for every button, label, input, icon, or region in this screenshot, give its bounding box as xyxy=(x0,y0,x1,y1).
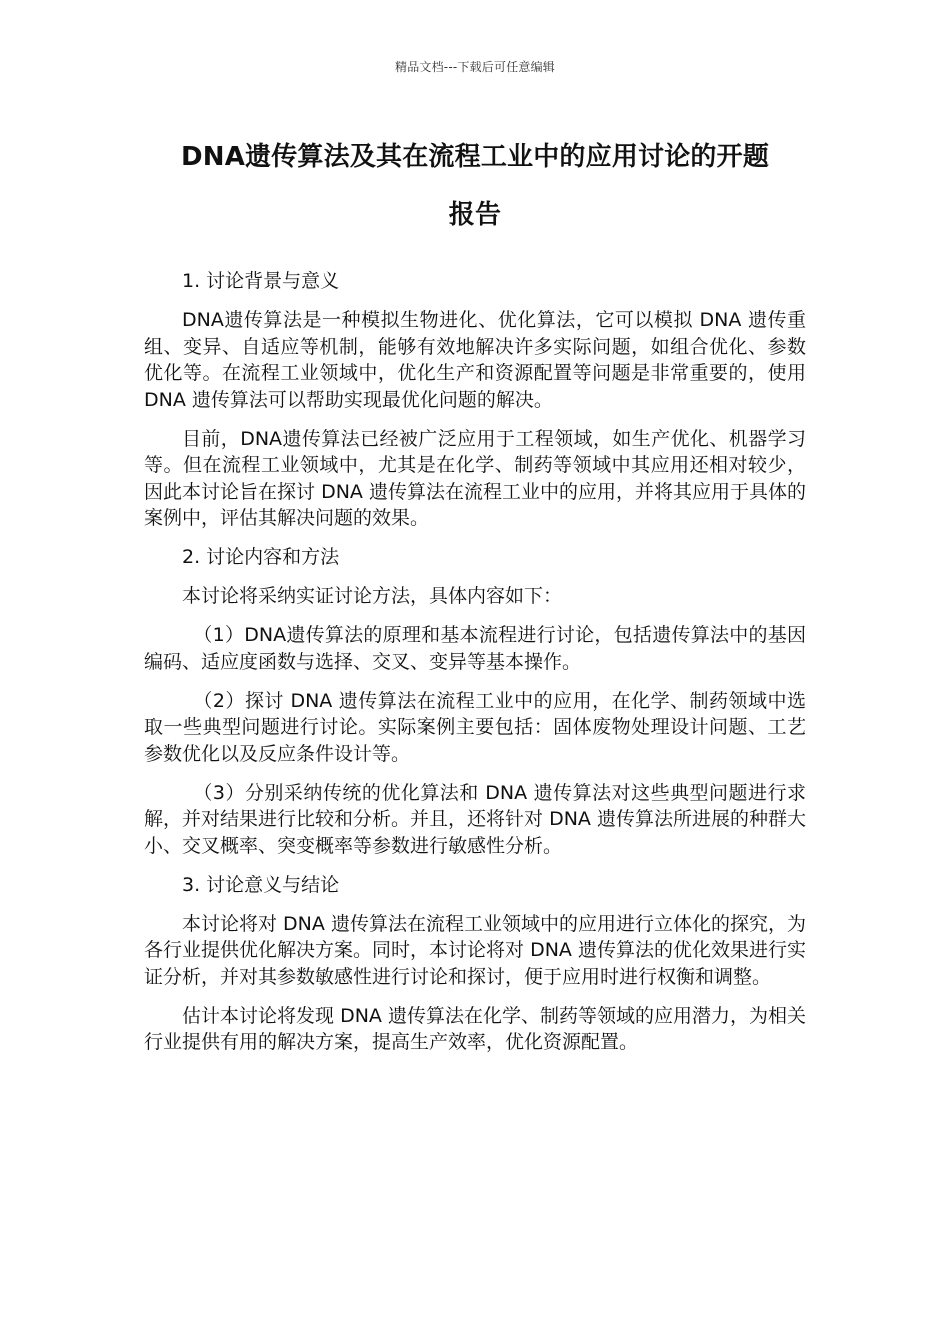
title-line-1: DNA遗传算法及其在流程工业中的应用讨论的开题 xyxy=(180,142,770,172)
title-line-2: 报告 xyxy=(448,200,502,230)
section-3-heading: 3. 讨论意义与结论 xyxy=(182,873,340,896)
section-2-item-3: （3）分别采纳传统的优化算法和 DNA 遗传算法对这些典型问题进行求解，并对结果进行比较和分析。并且，还将针对 DNA 遗传算法所进展的种群大小、交叉概率、突变概率等参数进行敏感性分析。 xyxy=(144,781,807,857)
section-2-heading: 2. 讨论内容和方法 xyxy=(182,546,340,568)
section-3-paragraph-2: 估计本讨论将发现 DNA 遗传算法在化学、制药等领域的应用潜力，为相关行业提供有用的解决方案，提高生产效率，优化资源配置。 xyxy=(144,1004,806,1053)
section-2-item-1: （1）DNA遗传算法的原理和基本流程进行讨论，包括遗传算法中的基因编码、适应度函数与选择、交叉、变异等基本操作。 xyxy=(144,624,806,673)
section-2-intro: 本讨论将采纳实证讨论方法，具体内容如下： xyxy=(182,585,563,607)
section-2-item-2: （2）探讨 DNA 遗传算法在流程工业中的应用，在化学、制药领域中选取一些典型问题进行讨论。实际案例主要包括：固体废物处理设计问题、工艺参数优化以及反应条件设计等。 xyxy=(144,689,806,765)
section-1-heading: 1. 讨论背景与意义 xyxy=(182,270,340,292)
document-title xyxy=(130,128,820,244)
section-1-paragraph-1: DNA遗传算法是一种模拟生物进化、优化算法，它可以模拟 DNA 遗传重组、变异、自适应等机制，能够有效地解决许多实际问题，如组合优化、参数优化等。在流程工业领域中，优化生产和资源配置等问题是非常重要的，使用 DNA 遗传算法可以帮助实现最优化问题的解决。 xyxy=(144,309,806,411)
section-1-paragraph-2: 目前，DNA遗传算法已经被广泛应用于工程领域，如生产优化、机器学习等。但在流程工业领域中，尤其是在化学、制药等领域中其应用还相对较少，因此本讨论旨在探讨 DNA 遗传算法在流程工业中的应用，并将其应用于具体的案例中，评估其解决问题的效果。 xyxy=(144,427,806,529)
document-body xyxy=(144,268,806,1068)
header-watermark: 精品文档---下载后可任意编辑 xyxy=(395,60,555,74)
section-3-paragraph-1: 本讨论将对 DNA 遗传算法在流程工业领域中的应用进行立体化的探究，为各行业提供优化解决方案。同时，本讨论将对 DNA 遗传算法的优化效果进行实证分析，并对其参数敏感性进行讨论和探讨，便于应用时进行权衡和调整。 xyxy=(144,912,806,988)
